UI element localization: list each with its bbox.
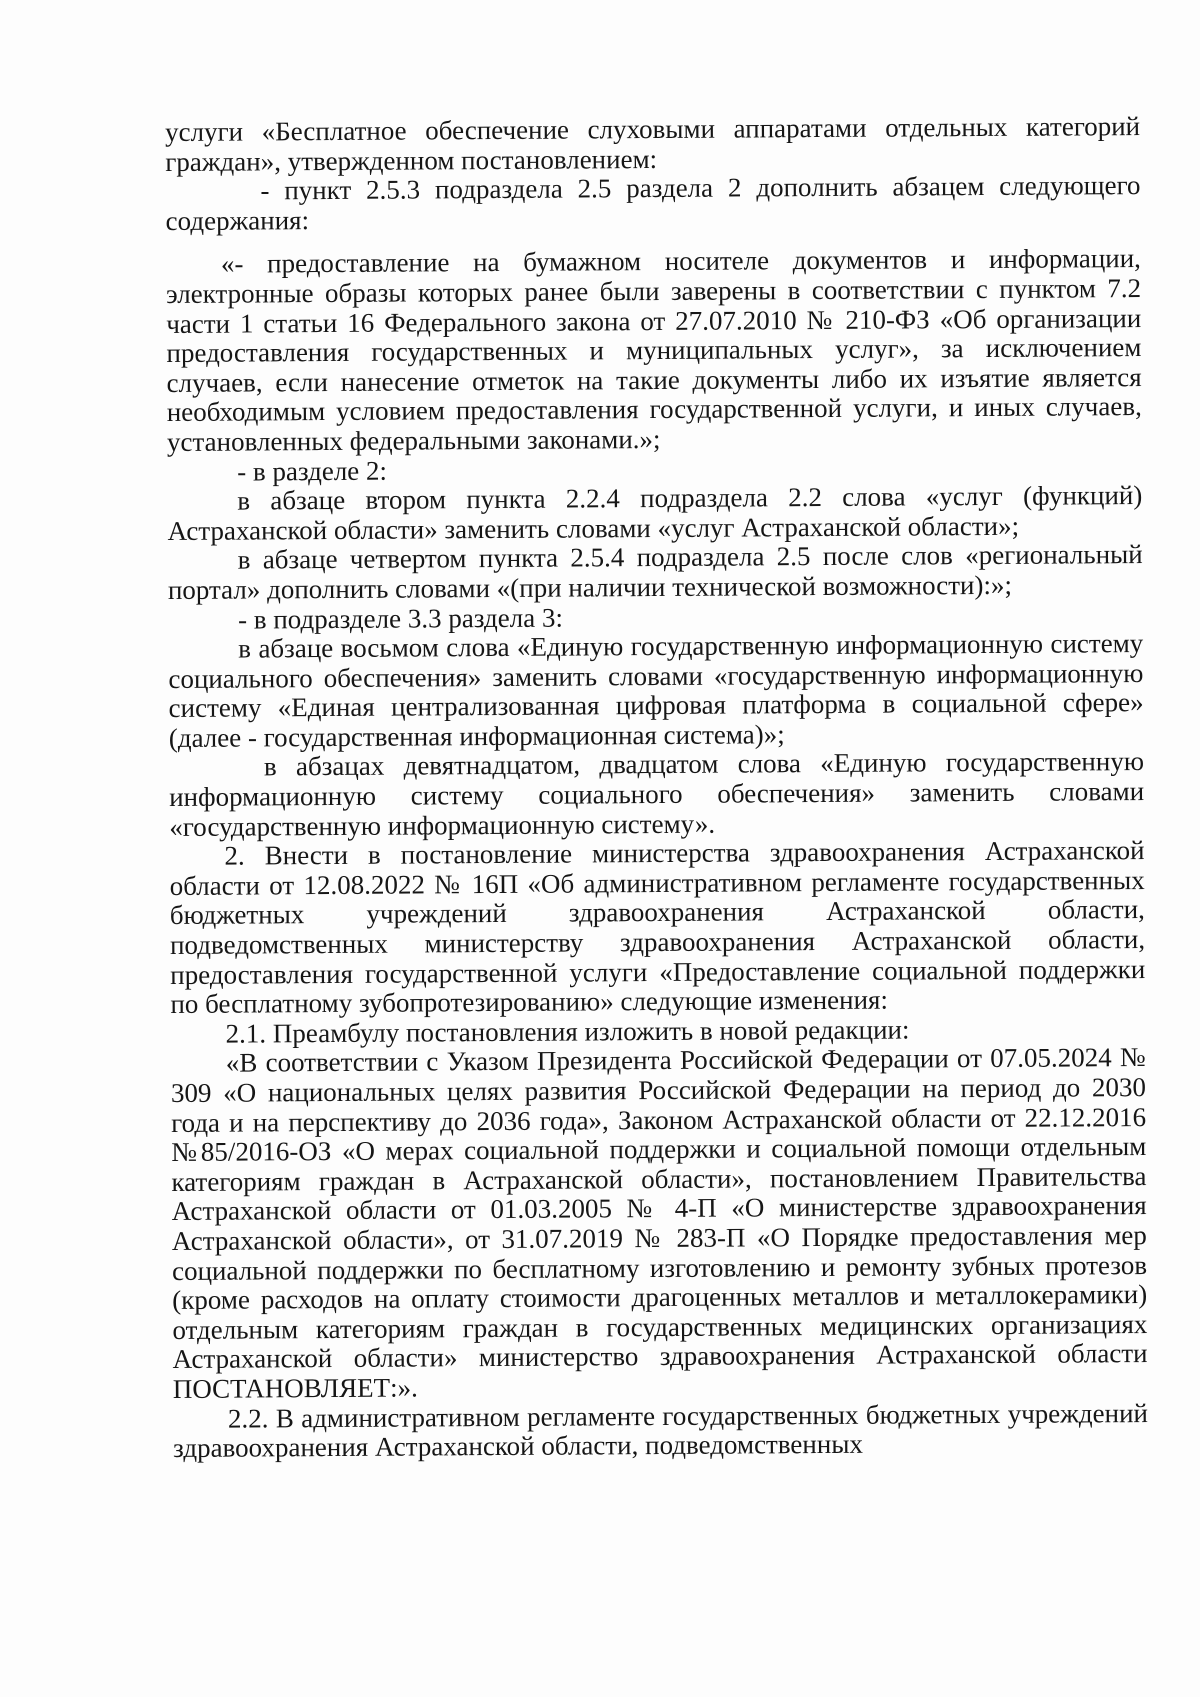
paragraph-item-2-5-3: - пункт 2.5.3 подраздела 2.5 раздела 2 дополнить абзацем следующего содержания: <box>165 170 1141 236</box>
paragraph-item-2-5-4: в абзаце четвертом пункта 2.5.4 подраздела 2.5 после слов «региональный портал» дополнить словами «(при наличии технической возможности):»; <box>167 539 1143 605</box>
paragraph-item-2-2-4: в абзаце втором пункта 2.2.4 подраздела 2.2 слова «услуг (функций) Астраханской области» заменить словами «услуг Астраханской области»; <box>167 480 1143 546</box>
paragraph-amendment-2-2: 2.2. В административном регламенте государственных бюджетных учреждений здравоохранения Астраханской области, подведомственных <box>173 1397 1149 1464</box>
paragraph-preamble-text: «В соответствии с Указом Президента Российской Федерации от 07.05.2024 № 309 «О национальных целях развития Российской Федерации на период до 2030 года и на перспективу до 2036 года», Законом Астраханской области от 22.12.2016 №85/2016-ОЗ «О мерах социальной поддержки и социальной помощи отдельным категориям граждан в Астраханской области», постановлением Правительства Астраханской области от 01.03.2005 № 4-П «О министерстве здравоохранения Астраханской области», от 31.07.2019 № 283-П «О Порядке предоставления мер социальной поддержки по бесплатному изготовлению и ремонту зубных протезов (кроме расходов на оплату стоимости драгоценных металлов и металлокерамики) отдельным категориям граждан в государственных медицинских организациях Астраханской области» министерство здравоохранения Астраханской области ПОСТАНОВЛЯЕТ:». <box>170 1042 1148 1404</box>
paragraph-section-2: - в разделе 2: <box>237 455 388 487</box>
paragraph-amendment-2-1: 2.1. Преамбулу постановления изложить в новой редакции: <box>225 1014 910 1049</box>
paragraph-abzac-8: в абзаце восьмом слова «Единую государственную информационную систему социального обеспечения» заменить словами «государственную информационную систему «Единая централизованная цифровая платформа в социальной сфере» (далее - государственная информационная система)»; <box>168 628 1144 753</box>
paragraph-intro: услуги «Бесплатное обеспечение слуховыми аппаратами отдельных категорий граждан», утвержденном постановлением: <box>164 111 1141 177</box>
document-body <box>165 112 1148 1464</box>
paragraph-abzac-19-20: в абзацах девятнадцатом, двадцатом слова «Единую государственную информационную систему социального обеспечения» заменить словами «государственную информационную систему». <box>169 746 1145 842</box>
paragraph-quoted-addition: «- предоставление на бумажном носителе документов и информации, электронные образы которых ранее были заверены в соответствии с пунктом 7.2 части 1 статьи 16 Федерального закона от 27.07.2010 № 210-ФЗ «Об организации предоставления государственных и муниципальных услуг», за исключением случаев, если нанесение отметок на такие документы либо их изъятие является необходимым условием предоставления государственной услуги, и иных случаев, установленных федеральными законами.»; <box>165 243 1142 457</box>
paragraph-subsection-3-3: - в подразделе 3.3 раздела 3: <box>237 602 563 635</box>
paragraph-amendment-2: 2. Внести в постановление министерства здравоохранения Астраханской области от 12.08.2022 № 16П «Об административном регламенте государственных бюджетных учреждений здравоохранения Астраханской области, подведомственных министерству здравоохранения Астраханской области, предоставления государственной услуги «Предоставление социальной поддержки по бесплатному зубопротезированию» следующие изменения: <box>169 835 1146 1020</box>
